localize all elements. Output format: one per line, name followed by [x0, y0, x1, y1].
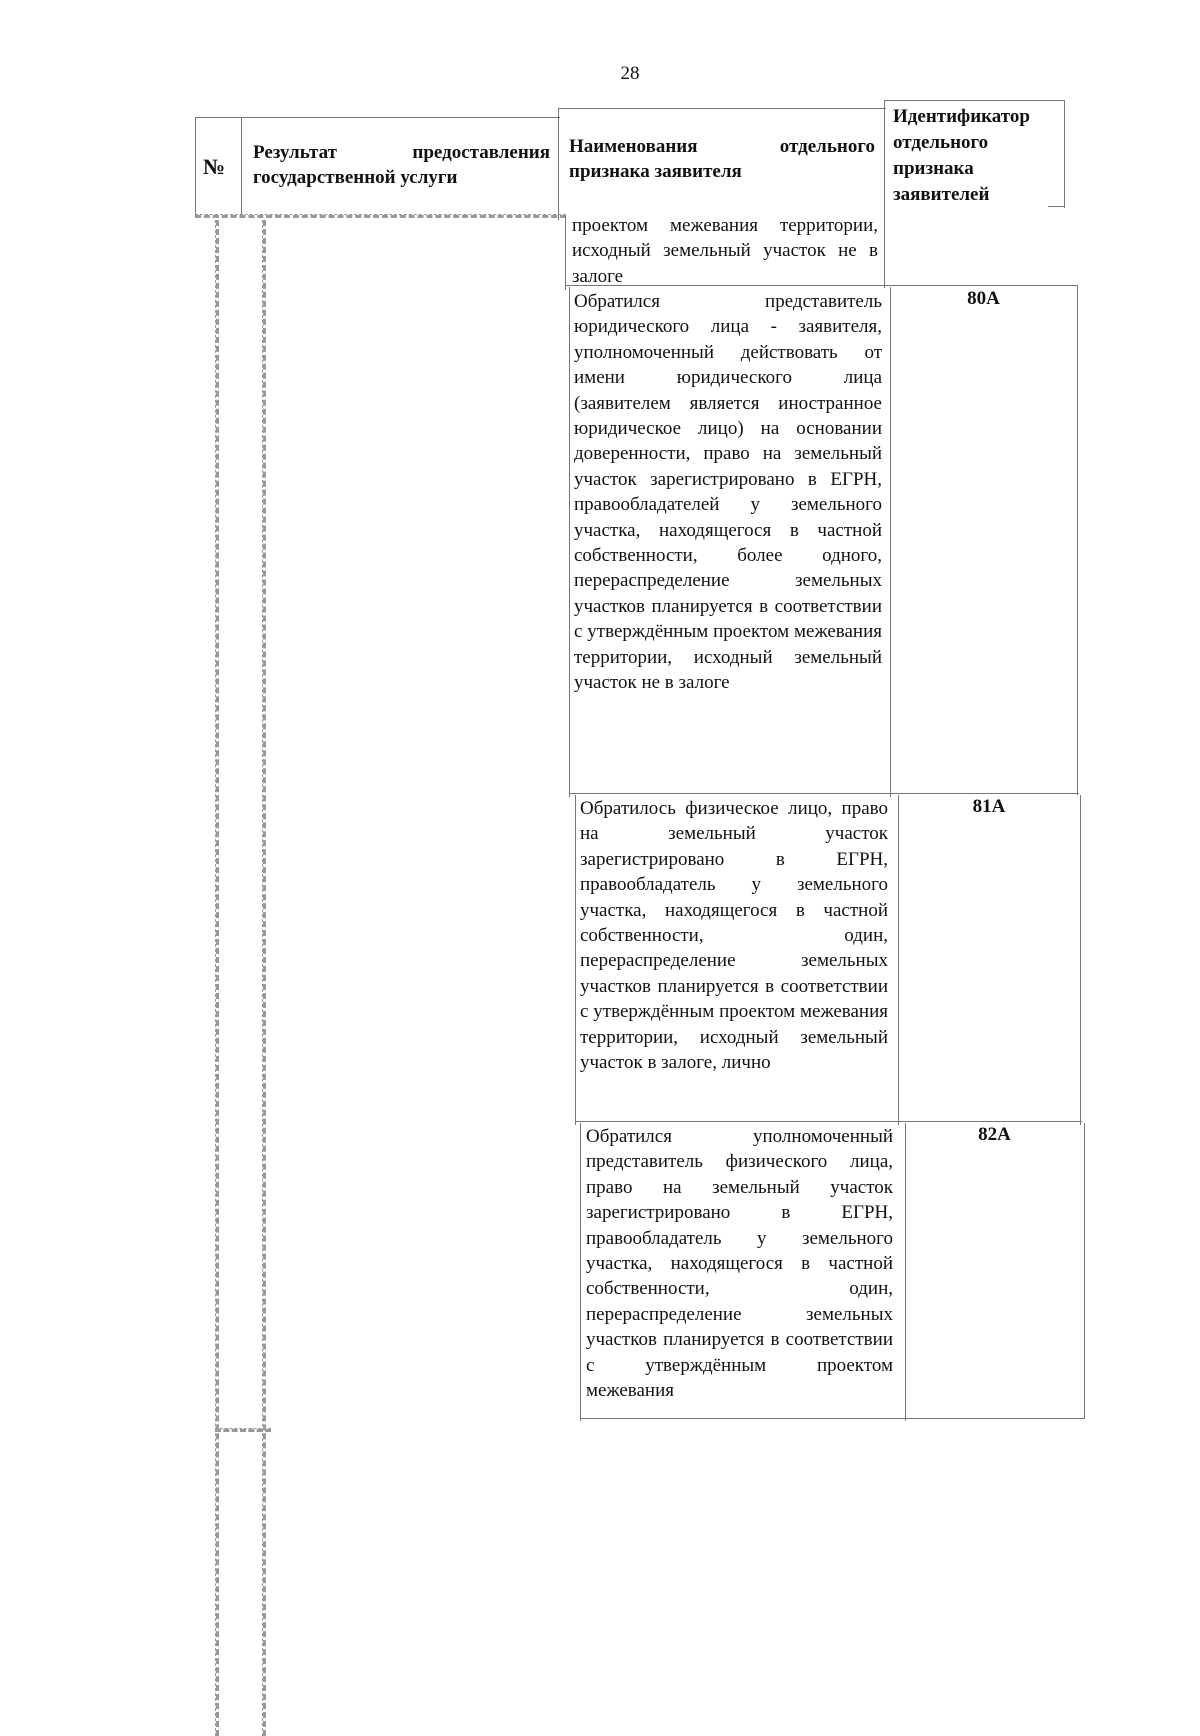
col-divider-2-header	[558, 108, 559, 220]
table-bottom-border-left	[215, 1428, 271, 1432]
col-divider-2-a	[565, 215, 566, 290]
row-identifier-code: 80А	[967, 288, 1000, 309]
row-separator-3	[575, 1121, 1082, 1122]
col-divider-2-d	[580, 1123, 581, 1421]
table-top-border-right	[884, 100, 1064, 101]
col-divider-3-c	[898, 795, 899, 1125]
header-result: Результат предоставления государственной услуги	[253, 142, 550, 188]
row-separator-2	[569, 793, 1079, 794]
page-number: 28	[620, 63, 640, 84]
col-divider-3-d	[905, 1123, 906, 1421]
row-identifier-code: 81А	[972, 796, 1006, 817]
row-feature-text: Обратилось физическое лицо, право на земельный участок зарегистрировано в ЕГРН, правообладатель у земельного участка, находящегося в частной собственности, один, перераспределение земельных участков планируется в соответствии с утверждённым проектом межевания территории, исходный земельный участок в залоге, лично	[580, 798, 888, 1074]
header-bottom-border	[195, 214, 566, 218]
table-left-border	[215, 220, 219, 1736]
col-divider-2-c	[575, 795, 576, 1125]
col-divider-3-a	[884, 100, 885, 288]
table-right-border-b	[1077, 285, 1078, 795]
row-feature-text: Обратился уполномоченный представитель физического лица, право на земельный участок зарегистрировано в ЕГРН, правообладатель у земельного участка, находящегося в частной собственности, один, перераспределение земельных участков планируется в соответствии с утверждённым проектом межевания	[586, 1126, 893, 1402]
table-right-border-d	[1084, 1123, 1085, 1418]
col-divider-2-b	[569, 287, 570, 797]
col-divider-1-header	[241, 117, 242, 215]
table-left-border-header	[195, 117, 196, 215]
row-feature-text: Обратился представитель юридического лица - заявителя, уполномоченный действовать от имени юридического лица (заявителем является иностранное юридическое лицо) на основании доверенности, право на земельный участок зарегистрировано в ЕГРН, правообладателей у земельного участка, находящегося в частной собственности, более одного, перераспределение земельных участков планируется в соответствии с утверждённым проектом межевания территории, исходный земельный участок не в залоге	[574, 291, 882, 694]
table-top-border-mid	[558, 108, 886, 109]
header-applicant-feature: Наименования отдельного признака заявителя	[569, 136, 875, 182]
table-top-border	[195, 117, 560, 118]
row-identifier-code: 82А	[978, 1124, 1011, 1145]
header-identifier: Идентификатор отдельного признака заявителей	[893, 106, 1030, 205]
row-feature-text: проектом межевания территории, исходный земельный участок не в залоге	[572, 215, 878, 287]
table-right-border-c	[1080, 795, 1081, 1125]
col-divider-3-b	[890, 287, 891, 797]
header-number: №	[203, 154, 226, 179]
col-divider-1	[262, 220, 266, 1736]
